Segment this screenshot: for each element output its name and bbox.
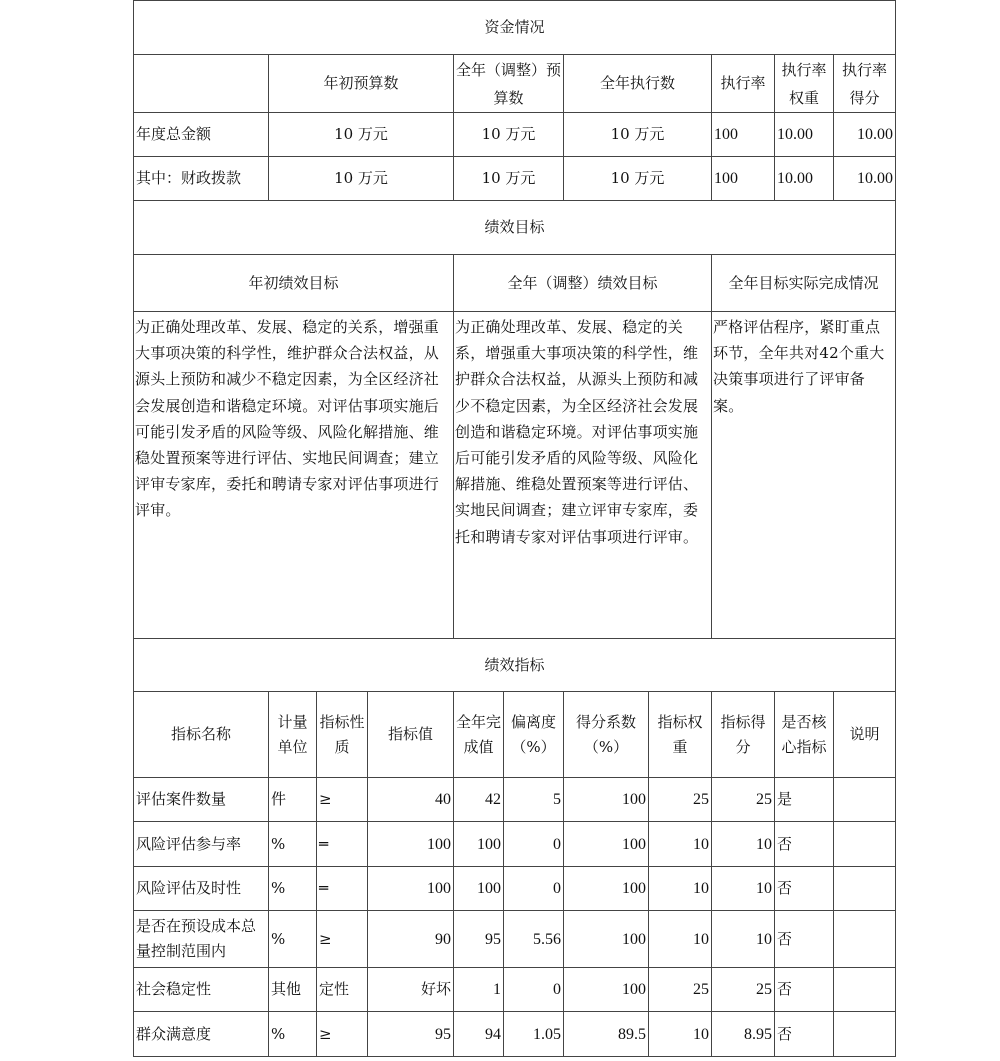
ind-target: 40 [368,778,454,822]
ind-coef: 100 [564,968,649,1012]
ind-score: 10 [712,911,775,968]
goals-actual-text: 严格评估程序，紧盯重点环节，全年共对42个重大决策事项进行了评审备案。 [712,312,896,639]
ind-header-nature: 指标性质 [317,692,368,778]
ind-target: 好坏 [368,968,454,1012]
indicator-row [134,778,896,822]
ind-deviation: 5.56 [504,911,564,968]
goals-initial-text: 为正确处理改革、发展、稳定的关系，增强重大事项决策的科学性，维护群众合法权益，从源头上预防和减少不稳定因素，为全区经济社会发展创造和谐稳定环境。对评估事项实施后可能引发矛盾的风险等级、风险化解措施、维稳处置预案等进行评估、实地民间调查；建立评审专家库，委托和聘请专家对评估事项进行评审。 [134,312,454,639]
ind-name: 风险评估及时性 [134,867,269,911]
ind-nature: ≥ [317,911,368,968]
funds-row-adjusted: 10 万元 [454,157,564,201]
ind-coef: 100 [564,867,649,911]
ind-nature: ═ [317,822,368,867]
funds-row [134,157,896,201]
ind-target: 90 [368,911,454,968]
ind-score: 8.95 [712,1012,775,1057]
funds-row-initial: 10 万元 [269,157,454,201]
goals-header-initial: 年初绩效目标 [134,255,454,312]
funds-row-score: 10.00 [834,157,896,201]
funds-header-weight: 执行率权重 [775,55,834,113]
performance-table [133,0,896,1057]
ind-score: 10 [712,822,775,867]
goals-header-actual: 全年目标实际完成情况 [712,255,896,312]
goals-header-adjusted: 全年（调整）绩效目标 [454,255,712,312]
funds-row-initial: 10 万元 [269,113,454,157]
ind-nature: 定性 [317,968,368,1012]
funds-row-executed: 10 万元 [564,157,712,201]
ind-unit: % [269,911,317,968]
ind-note [834,1012,896,1057]
goals-adjusted-text: 为正确处理改革、发展、稳定的关系，增强重大事项决策的科学性，维护群众合法权益，从源头上预防和减少不稳定因素，为全区经济社会发展创造和谐稳定环境。对评估事项实施后可能引发矛盾的风险等级、风险化解措施、维稳处置预案等进行评估、实地民间调查；建立评审专家库，委托和聘请专家对评估事项进行评审。 [454,312,712,639]
ind-actual: 42 [454,778,504,822]
ind-core: 否 [775,822,834,867]
funds-header-adjusted: 全年（调整）预算数 [454,55,564,113]
ind-unit: 其他 [269,968,317,1012]
ind-actual: 94 [454,1012,504,1057]
ind-name: 评估案件数量 [134,778,269,822]
ind-name: 社会稳定性 [134,968,269,1012]
funds-row-adjusted: 10 万元 [454,113,564,157]
ind-unit: % [269,1012,317,1057]
ind-weight: 25 [649,968,712,1012]
funds-row-rate: 100 [712,157,775,201]
indicator-row [134,968,896,1012]
ind-header-coef: 得分系数（%） [564,692,649,778]
indicator-row [134,911,896,968]
ind-header-deviation: 偏离度（%） [504,692,564,778]
ind-core: 否 [775,911,834,968]
ind-target: 95 [368,1012,454,1057]
ind-actual: 95 [454,911,504,968]
funds-section-title: 资金情况 [134,1,896,55]
ind-core: 否 [775,968,834,1012]
ind-header-actual: 全年完成值 [454,692,504,778]
funds-header-blank [134,55,269,113]
ind-note [834,822,896,867]
ind-actual: 100 [454,822,504,867]
ind-header-core: 是否核心指标 [775,692,834,778]
ind-name: 是否在预设成本总量控制范围内 [134,911,269,968]
ind-header-name: 指标名称 [134,692,269,778]
funds-row-rate: 100 [712,113,775,157]
ind-unit: 件 [269,778,317,822]
ind-unit: % [269,867,317,911]
funds-header-executed: 全年执行数 [564,55,712,113]
ind-name: 群众满意度 [134,1012,269,1057]
funds-header-initial: 年初预算数 [269,55,454,113]
ind-actual: 1 [454,968,504,1012]
ind-weight: 10 [649,1012,712,1057]
funds-header-rate: 执行率 [712,55,775,113]
ind-header-note: 说明 [834,692,896,778]
ind-deviation: 0 [504,968,564,1012]
ind-target: 100 [368,867,454,911]
ind-header-weight: 指标权重 [649,692,712,778]
ind-header-unit: 计量单位 [269,692,317,778]
funds-row-weight: 10.00 [775,113,834,157]
ind-nature: ≥ [317,1012,368,1057]
goals-section-title: 绩效目标 [134,201,896,255]
funds-row-score: 10.00 [834,113,896,157]
funds-row-executed: 10 万元 [564,113,712,157]
ind-weight: 10 [649,867,712,911]
ind-coef: 100 [564,822,649,867]
funds-row-label: 年度总金额 [134,113,269,157]
ind-name: 风险评估参与率 [134,822,269,867]
funds-row-weight: 10.00 [775,157,834,201]
ind-header-target: 指标值 [368,692,454,778]
ind-note [834,968,896,1012]
indicator-row [134,822,896,867]
ind-deviation: 0 [504,822,564,867]
ind-note [834,778,896,822]
ind-header-score: 指标得分 [712,692,775,778]
funds-row-label: 其中：财政拨款 [134,157,269,201]
indicators-section-title: 绩效指标 [134,639,896,692]
ind-target: 100 [368,822,454,867]
ind-coef: 89.5 [564,1012,649,1057]
ind-unit: % [269,822,317,867]
funds-header-score: 执行率得分 [834,55,896,113]
ind-actual: 100 [454,867,504,911]
ind-nature: ═ [317,867,368,911]
indicator-row [134,1012,896,1057]
ind-deviation: 0 [504,867,564,911]
indicator-row [134,867,896,911]
ind-score: 25 [712,968,775,1012]
ind-note [834,911,896,968]
ind-deviation: 1.05 [504,1012,564,1057]
ind-weight: 10 [649,822,712,867]
ind-nature: ≥ [317,778,368,822]
ind-core: 否 [775,867,834,911]
funds-row [134,113,896,157]
ind-coef: 100 [564,778,649,822]
ind-weight: 10 [649,911,712,968]
ind-score: 10 [712,867,775,911]
ind-core: 是 [775,778,834,822]
ind-core: 否 [775,1012,834,1057]
ind-coef: 100 [564,911,649,968]
ind-note [834,867,896,911]
ind-score: 25 [712,778,775,822]
ind-weight: 25 [649,778,712,822]
ind-deviation: 5 [504,778,564,822]
